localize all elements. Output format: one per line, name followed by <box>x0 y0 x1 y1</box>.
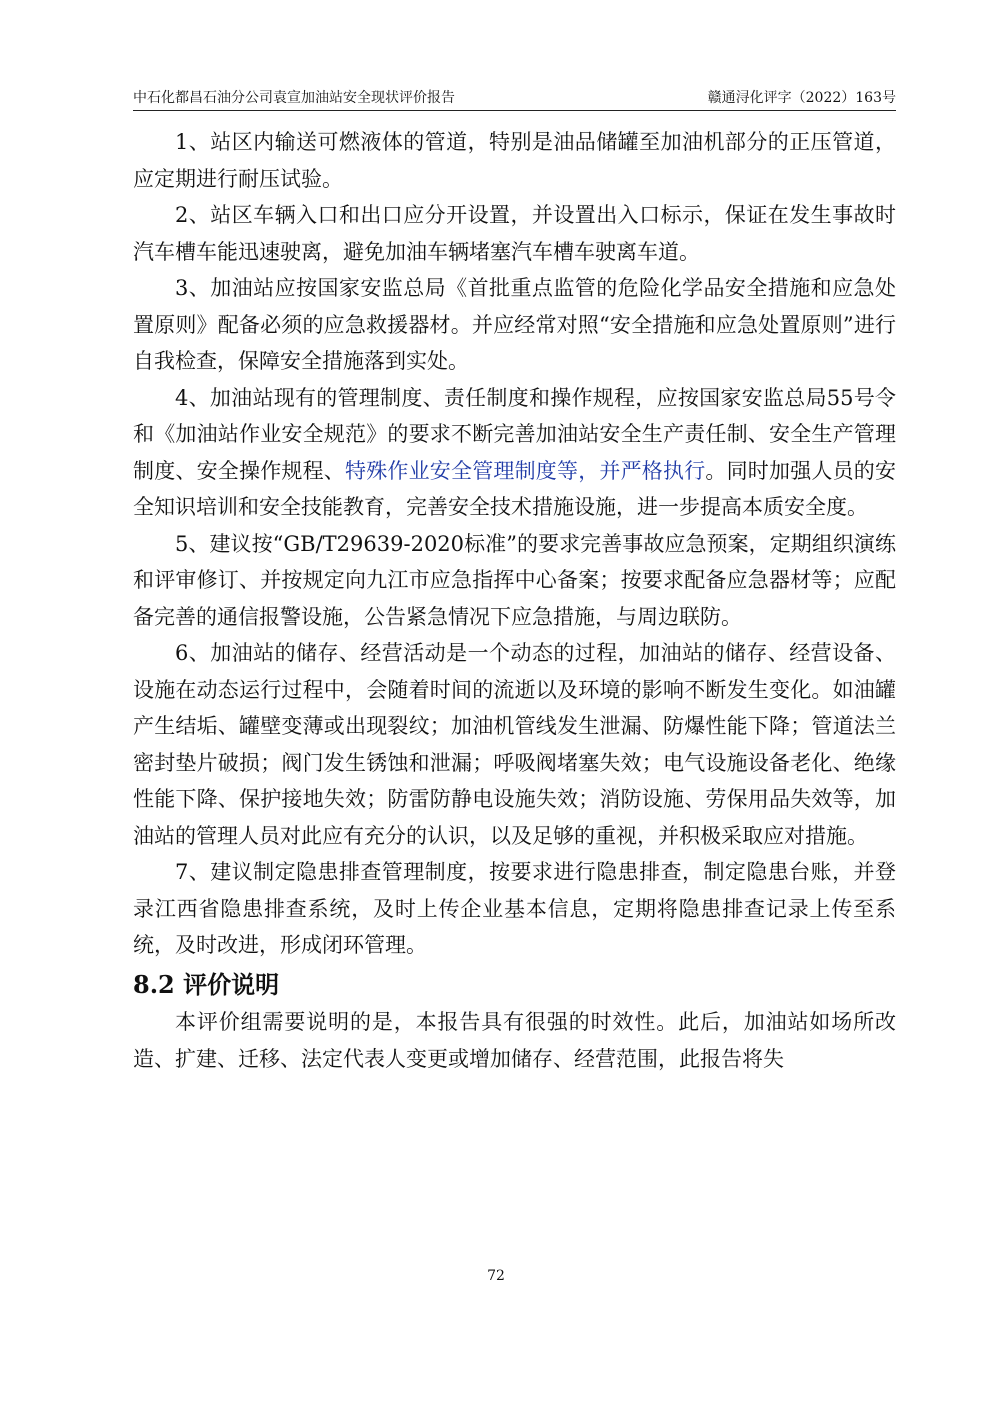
recommendation-item-2: 2、站区车辆入口和出口应分开设置，并设置出入口标示，保证在发生事故时汽车槽车能迅速驶离，避免加油车辆堵塞汽车槽车驶离车道。 <box>133 203 896 264</box>
recommendation-item-1: 1、站区内输送可燃液体的管道，特别是油品储罐至加油机部分的正压管道，应定期进行耐压试验。 <box>133 130 896 191</box>
recommendation-item-5: 5、建议按“GB/T29639-2020标准”的要求完善事故应急预案，定期组织演练和评审修订、并按规定向九江市应急指挥中心备案；按要求配备应急器材等；应配备完善的通信报警设施，公告紧急情况下应急措施，与周边联防。 <box>133 531 896 629</box>
section-paragraph: 本评价组需要说明的是，本报告具有很强的时效性。此后，加油站如场所改造、扩建、迁移、法定代表人变更或增加储存、经营范围，此报告将失 <box>133 1010 896 1071</box>
item-4-highlighted-text: 特殊作业安全管理制度等，并严格执行 <box>345 458 706 483</box>
page-header <box>133 88 896 111</box>
header-report-title: 中石化都昌石油分公司袁宣加油站安全现状评价报告 <box>133 90 455 106</box>
item-4-text-end: 。同时加强人员的安全知识培训和安全技能教育，完善安全技术措施设施，进一步提高本质安全度。 <box>133 458 897 519</box>
recommendation-item-3: 3、加油站应按国家安监总局《首批重点监管的危险化学品安全措施和应急处置原则》配备必须的应急救援器材。并应经常对照“安全措施和应急处置原则”进行自我检查，保障安全措施落到实处。 <box>133 276 896 373</box>
recommendation-item-4 <box>133 380 896 526</box>
page-number: 72 <box>487 1268 505 1284</box>
item-4-text-start: 4、加油站现有的管理制度、责任制度和操作规程，应按国家安监总局55号令和《加油站作业安全规范》的要求不断完善加油站安全生产责任制、安全生产管理制度、安全操作规程、 <box>133 385 896 483</box>
section-heading: 8.2 评价说明 <box>133 969 280 999</box>
recommendation-item-7: 7、建议制定隐患排查管理制度，按要求进行隐患排查，制定隐患台账，并登录江西省隐患排查系统，及时上传企业基本信息，定期将隐患排查记录上传至系统，及时改进，形成闭环管理。 <box>133 860 896 957</box>
page-content <box>133 124 896 1077</box>
header-document-number: 赣通浔化评字（2022）163号 <box>707 90 896 106</box>
recommendation-item-6: 6、加油站的储存、经营活动是一个动态的过程，加油站的储存、经营设备、设施在动态运行过程中，会随着时间的流逝以及环境的影响不断发生变化。如油罐产生结垢、罐壁变薄或出现裂纹；加油机管线发生泄漏、防爆性能下降；管道法兰密封垫片破损；阀门发生锈蚀和泄漏；呼吸阀堵塞失效；电气设施设备老化、绝缘性能下降、保护接地失效；防雷防静电设施失效；消防设施、劳保用品失效等，加油站的管理人员对此应有充分的认识，以及足够的重视，并积极采取应对措施。 <box>133 641 896 848</box>
